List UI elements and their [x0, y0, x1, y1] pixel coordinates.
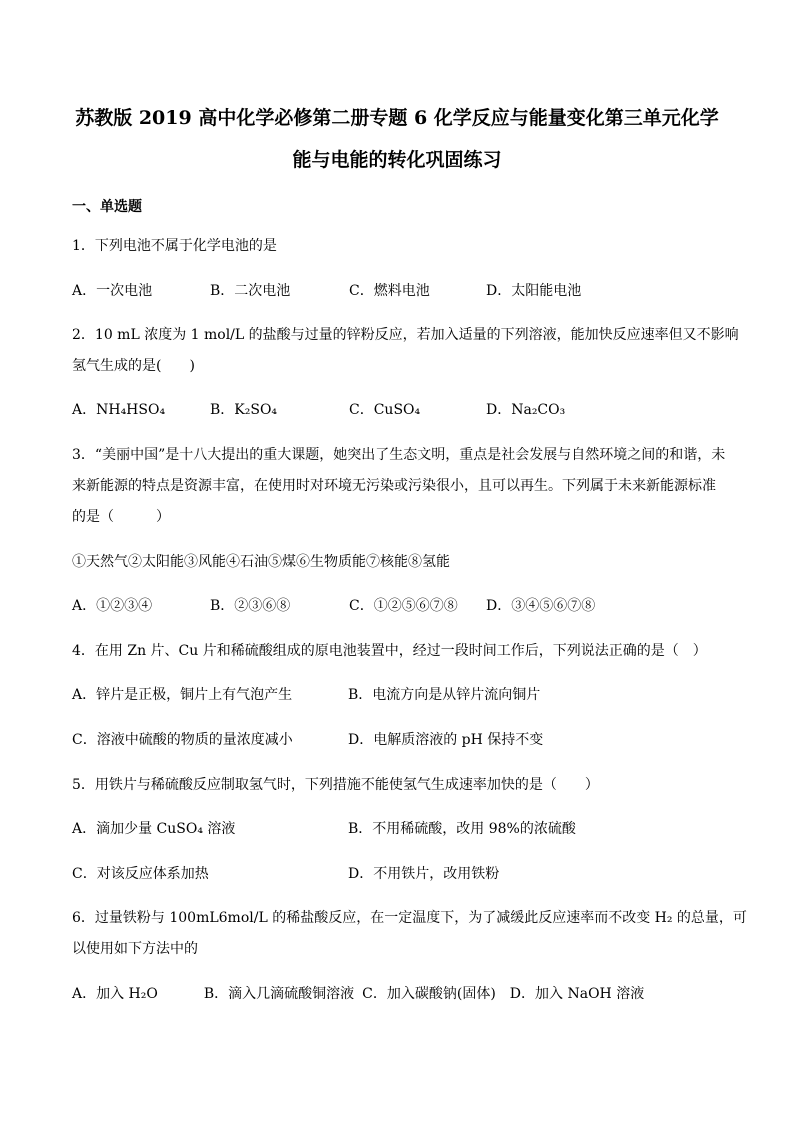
question-6-stem-line-1: 6．过量铁粉与 100mL6mol/L 的稀盐酸反应，在一定温度下，为了减缓此反应速率而不改变 H₂ 的总量，可 — [72, 910, 747, 926]
question-3-stem-line-3: 的是（ ） — [72, 509, 170, 525]
q4-option-b: B．电流方向是从锌片流向铜片 — [348, 687, 541, 703]
q5-option-c: C．对该反应体系加热 — [72, 866, 209, 882]
question-1-stem: 1．下列电池不属于化学电池的是 — [72, 238, 277, 254]
q4-option-d: D．电解质溶液的 pH 保持不变 — [348, 732, 544, 748]
q6-option-b: B．滴入几滴硫酸铜溶液 — [203, 986, 355, 1002]
question-6-options — [72, 984, 732, 1004]
question-6-stem-line-2: 以使用如下方法中的 — [72, 941, 198, 957]
q6-option-d: D．加入 NaOH 溶液 — [509, 986, 645, 1002]
q4-option-c: C．溶液中硫酸的物质的量浓度减小 — [72, 732, 293, 748]
q1-option-d: D．太阳能电池 — [486, 283, 582, 299]
question-4-stem: 4．在用 Zn 片、Cu 片和稀硫酸组成的原电池装置中，经过一段时间工作后，下列说法正确的是（ ） — [72, 643, 707, 659]
question-2-stem-line-2: 氢气生成的是( ) — [72, 358, 195, 374]
q3-option-c: C．①②⑤⑥⑦⑧ — [349, 598, 458, 614]
q3-option-d: D．③④⑤⑥⑦⑧ — [486, 598, 596, 614]
question-5-stem: 5．用铁片与稀硫酸反应制取氢气时，下列措施不能使氢气生成速率加快的是（ ） — [72, 777, 599, 793]
q1-option-b: B．二次电池 — [210, 283, 291, 299]
question-3-stem-line-1: 3．“美丽中国”是十八大提出的重大课题，她突出了生态文明，重点是社会发展与自然环境之间的和谐，未 — [72, 447, 726, 463]
q5-option-b: B．不用稀硫酸，改用 98%的浓硫酸 — [348, 821, 576, 837]
q2-option-d: D．Na₂CO₃ — [486, 402, 566, 418]
q3-option-b: B．②③⑥⑧ — [210, 598, 291, 614]
q2-option-a: A．NH₄HSO₄ — [72, 402, 166, 418]
question-3-energy-list: ①天然气②太阳能③风能④石油⑤煤⑥生物质能⑦核能⑧氢能 — [72, 554, 450, 570]
q2-option-c: C．CuSO₄ — [349, 402, 421, 418]
q4-option-a: A．锌片是正极，铜片上有气泡产生 — [72, 687, 293, 703]
q2-option-b: B．K₂SO₄ — [210, 402, 278, 418]
q3-option-a: A．①②③④ — [72, 598, 153, 614]
question-2-stem-line-1: 2．10 mL 浓度为 1 mol/L 的盐酸与过量的锌粉反应，若加入适量的下列溶液，能加快反应速率但又不影响 — [72, 327, 739, 343]
q5-option-d: D．不用铁片，改用铁粉 — [348, 866, 500, 882]
q6-option-a: A．加入 H₂O — [72, 986, 158, 1002]
q6-option-c: C．加入碳酸钠(固体) — [362, 986, 496, 1002]
q1-option-c: C．燃料电池 — [349, 283, 430, 299]
q1-option-a: A．一次电池 — [72, 283, 153, 299]
document-title-line-2: 能与电能的转化巩固练习 — [292, 149, 502, 171]
q5-option-a: A．滴加少量 CuSO₄ 溶液 — [72, 821, 236, 837]
document-title-line-1: 苏教版 2019 高中化学必修第二册专题 6 化学反应与能量变化第三单元化学 — [75, 107, 719, 129]
section-heading: 一、单选题 — [72, 199, 142, 215]
question-3-stem-line-2: 来新能源的特点是资源丰富，在使用时对环境无污染或污染很小，且可以再生。下列属于未来新能源标准 — [72, 478, 716, 494]
